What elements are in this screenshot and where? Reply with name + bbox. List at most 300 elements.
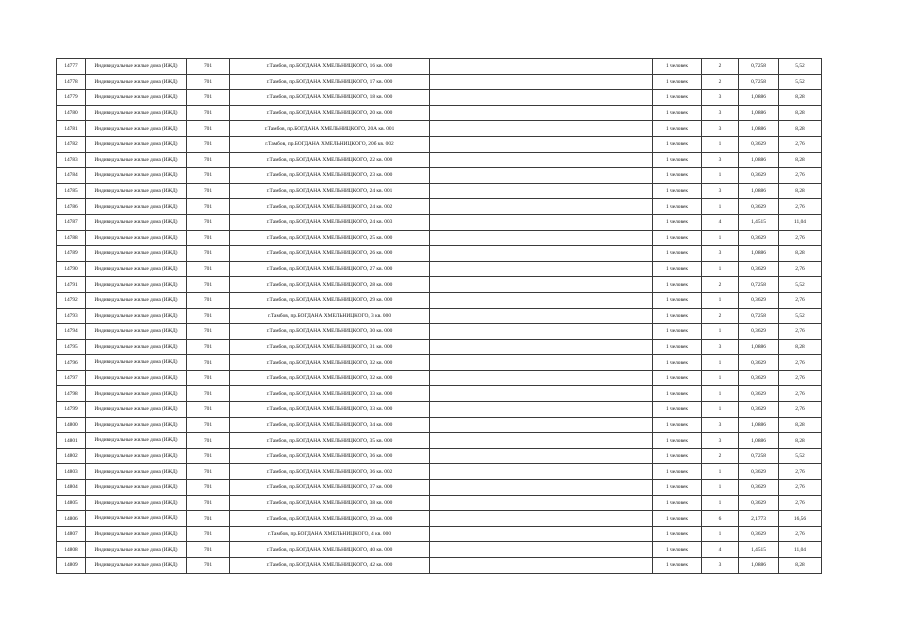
unit-cell: 1 человек: [653, 495, 702, 511]
empty-cell: [430, 511, 653, 527]
table-row: [57, 464, 822, 480]
volume-cell: 8,28: [779, 558, 822, 574]
housing-type-cell: Индивидуальные жилые дома (ИЖД): [86, 464, 187, 480]
unit-cell: 1 человек: [653, 324, 702, 340]
volume-cell: 5,52: [779, 448, 822, 464]
code-cell: 701: [187, 230, 230, 246]
address-cell: г.Тамбов, пр.БОГДАНА ХМЕЛЬНИЦКОГО, 38 кв. 000: [230, 495, 430, 511]
table-row: [57, 417, 822, 433]
residents-count-cell: 2: [702, 74, 739, 90]
unit-cell: 1 человек: [653, 511, 702, 527]
volume-cell: 2,76: [779, 168, 822, 184]
row-id-cell: 14801: [57, 433, 86, 449]
residents-count-cell: 3: [702, 121, 739, 137]
unit-cell: 1 человек: [653, 464, 702, 480]
code-cell: 701: [187, 59, 230, 75]
coefficient-cell: 0,7258: [739, 74, 779, 90]
unit-cell: 1 человек: [653, 448, 702, 464]
residents-count-cell: 1: [702, 292, 739, 308]
code-cell: 701: [187, 90, 230, 106]
empty-cell: [430, 152, 653, 168]
coefficient-cell: 1,0886: [739, 246, 779, 262]
residents-count-cell: 1: [702, 355, 739, 371]
unit-cell: 1 человек: [653, 402, 702, 418]
table-row: [57, 526, 822, 542]
address-cell: г.Тамбов, пр.БОГДАНА ХМЕЛЬНИЦКОГО, 26 кв. 000: [230, 246, 430, 262]
coefficient-cell: 1,0886: [739, 417, 779, 433]
code-cell: 701: [187, 355, 230, 371]
residents-count-cell: 4: [702, 542, 739, 558]
address-cell: г.Тамбов, пр.БОГДАНА ХМЕЛЬНИЦКОГО, 27 кв. 000: [230, 261, 430, 277]
address-cell: г.Тамбов, пр.БОГДАНА ХМЕЛЬНИЦКОГО, 33 кв. 000: [230, 386, 430, 402]
table-row: [57, 74, 822, 90]
row-id-cell: 14799: [57, 402, 86, 418]
empty-cell: [430, 542, 653, 558]
address-cell: г.Тамбов, пр.БОГДАНА ХМЕЛЬНИЦКОГО, 36 кв. 002: [230, 464, 430, 480]
address-cell: г.Тамбов, пр.БОГДАНА ХМЕЛЬНИЦКОГО, 16 кв. 000: [230, 59, 430, 75]
housing-type-cell: Индивидуальные жилые дома (ИЖД): [86, 183, 187, 199]
empty-cell: [430, 292, 653, 308]
empty-cell: [430, 495, 653, 511]
address-cell: г.Тамбов, пр.БОГДАНА ХМЕЛЬНИЦКОГО, 24 кв. 002: [230, 199, 430, 215]
empty-cell: [430, 308, 653, 324]
empty-cell: [430, 199, 653, 215]
coefficient-cell: 0,3629: [739, 199, 779, 215]
housing-type-cell: Индивидуальные жилые дома (ИЖД): [86, 214, 187, 230]
address-cell: г.Тамбов, пр.БОГДАНА ХМЕЛЬНИЦКОГО, 28 кв. 000: [230, 277, 430, 293]
row-id-cell: 14789: [57, 246, 86, 262]
unit-cell: 1 человек: [653, 90, 702, 106]
volume-cell: 2,76: [779, 355, 822, 371]
residents-count-cell: 1: [702, 261, 739, 277]
residents-count-cell: 1: [702, 402, 739, 418]
volume-cell: 2,76: [779, 292, 822, 308]
residents-count-cell: 1: [702, 495, 739, 511]
empty-cell: [430, 230, 653, 246]
housing-type-cell: Индивидуальные жилые дома (ИЖД): [86, 495, 187, 511]
table-row: [57, 121, 822, 137]
coefficient-cell: 0,3629: [739, 292, 779, 308]
table-row: [57, 136, 822, 152]
empty-cell: [430, 480, 653, 496]
coefficient-cell: 1,0886: [739, 90, 779, 106]
empty-cell: [430, 121, 653, 137]
table-row: [57, 277, 822, 293]
volume-cell: 8,28: [779, 339, 822, 355]
table-row: [57, 542, 822, 558]
code-cell: 701: [187, 464, 230, 480]
coefficient-cell: 0,3629: [739, 386, 779, 402]
housing-type-cell: Индивидуальные жилые дома (ИЖД): [86, 168, 187, 184]
code-cell: 701: [187, 168, 230, 184]
unit-cell: 1 человек: [653, 386, 702, 402]
coefficient-cell: 1,0886: [739, 183, 779, 199]
code-cell: 701: [187, 495, 230, 511]
table-row: [57, 214, 822, 230]
housing-type-cell: Индивидуальные жилые дома (ИЖД): [86, 448, 187, 464]
coefficient-cell: 0,3629: [739, 355, 779, 371]
table-row: [57, 370, 822, 386]
row-id-cell: 14791: [57, 277, 86, 293]
volume-cell: 5,52: [779, 308, 822, 324]
row-id-cell: 14798: [57, 386, 86, 402]
code-cell: 701: [187, 448, 230, 464]
unit-cell: 1 человек: [653, 261, 702, 277]
table-row: [57, 324, 822, 340]
empty-cell: [430, 246, 653, 262]
coefficient-cell: 0,3629: [739, 464, 779, 480]
empty-cell: [430, 417, 653, 433]
address-cell: г.Тамбов, пр.БОГДАНА ХМЕЛЬНИЦКОГО, 24 кв. 001: [230, 183, 430, 199]
address-cell: г.Тамбов, пр.БОГДАНА ХМЕЛЬНИЦКОГО, 4 кв. 000: [230, 526, 430, 542]
coefficient-cell: 0,3629: [739, 480, 779, 496]
volume-cell: 2,76: [779, 402, 822, 418]
code-cell: 701: [187, 74, 230, 90]
coefficient-cell: 1,0886: [739, 105, 779, 121]
unit-cell: 1 человек: [653, 230, 702, 246]
housing-type-cell: Индивидуальные жилые дома (ИЖД): [86, 230, 187, 246]
residents-count-cell: 2: [702, 59, 739, 75]
empty-cell: [430, 90, 653, 106]
code-cell: 701: [187, 433, 230, 449]
address-cell: г.Тамбов, пр.БОГДАНА ХМЕЛЬНИЦКОГО, 32 кв. 000: [230, 370, 430, 386]
residents-count-cell: 1: [702, 168, 739, 184]
address-cell: г.Тамбов, пр.БОГДАНА ХМЕЛЬНИЦКОГО, 22 кв. 000: [230, 152, 430, 168]
empty-cell: [430, 526, 653, 542]
residents-count-cell: 4: [702, 214, 739, 230]
address-cell: г.Тамбов, пр.БОГДАНА ХМЕЛЬНИЦКОГО, 29 кв. 000: [230, 292, 430, 308]
table-row: [57, 448, 822, 464]
volume-cell: 8,28: [779, 90, 822, 106]
housing-type-cell: Индивидуальные жилые дома (ИЖД): [86, 136, 187, 152]
address-cell: г.Тамбов, пр.БОГДАНА ХМЕЛЬНИЦКОГО, 39 кв. 000: [230, 511, 430, 527]
unit-cell: 1 человек: [653, 558, 702, 574]
address-cell: г.Тамбов, пр.БОГДАНА ХМЕЛЬНИЦКОГО, 37 кв. 000: [230, 480, 430, 496]
coefficient-cell: 1,4515: [739, 542, 779, 558]
empty-cell: [430, 370, 653, 386]
records-table: [56, 58, 822, 574]
empty-cell: [430, 448, 653, 464]
table-row: [57, 199, 822, 215]
address-cell: г.Тамбов, пр.БОГДАНА ХМЕЛЬНИЦКОГО, 17 кв. 000: [230, 74, 430, 90]
residents-count-cell: 1: [702, 230, 739, 246]
table-row: [57, 230, 822, 246]
unit-cell: 1 человек: [653, 417, 702, 433]
empty-cell: [430, 74, 653, 90]
code-cell: 701: [187, 308, 230, 324]
volume-cell: 5,52: [779, 277, 822, 293]
unit-cell: 1 человек: [653, 308, 702, 324]
code-cell: 701: [187, 246, 230, 262]
residents-count-cell: 3: [702, 558, 739, 574]
address-cell: г.Тамбов, пр.БОГДАНА ХМЕЛЬНИЦКОГО, 18 кв. 000: [230, 90, 430, 106]
volume-cell: 11,04: [779, 214, 822, 230]
row-id-cell: 14780: [57, 105, 86, 121]
code-cell: 701: [187, 402, 230, 418]
volume-cell: 8,28: [779, 152, 822, 168]
row-id-cell: 14781: [57, 121, 86, 137]
coefficient-cell: 0,3629: [739, 495, 779, 511]
volume-cell: 2,76: [779, 370, 822, 386]
coefficient-cell: 0,3629: [739, 230, 779, 246]
empty-cell: [430, 464, 653, 480]
table-row: [57, 246, 822, 262]
table-row: [57, 105, 822, 121]
unit-cell: 1 человек: [653, 542, 702, 558]
code-cell: 701: [187, 261, 230, 277]
volume-cell: 11,04: [779, 542, 822, 558]
code-cell: 701: [187, 370, 230, 386]
unit-cell: 1 человек: [653, 370, 702, 386]
table-row: [57, 90, 822, 106]
housing-type-cell: Индивидуальные жилые дома (ИЖД): [86, 480, 187, 496]
housing-type-cell: Индивидуальные жилые дома (ИЖД): [86, 261, 187, 277]
coefficient-cell: 0,3629: [739, 324, 779, 340]
coefficient-cell: 0,3629: [739, 370, 779, 386]
row-id-cell: 14788: [57, 230, 86, 246]
unit-cell: 1 человек: [653, 59, 702, 75]
table-row: [57, 480, 822, 496]
coefficient-cell: 2,1773: [739, 511, 779, 527]
row-id-cell: 14797: [57, 370, 86, 386]
row-id-cell: 14802: [57, 448, 86, 464]
residents-count-cell: 1: [702, 386, 739, 402]
volume-cell: 2,76: [779, 526, 822, 542]
row-id-cell: 14794: [57, 324, 86, 340]
unit-cell: 1 человек: [653, 136, 702, 152]
residents-count-cell: 2: [702, 277, 739, 293]
row-id-cell: 14783: [57, 152, 86, 168]
address-cell: г.Тамбов, пр.БОГДАНА ХМЕЛЬНИЦКОГО, 20А кв. 001: [230, 121, 430, 137]
address-cell: г.Тамбов, пр.БОГДАНА ХМЕЛЬНИЦКОГО, 35 кв. 000: [230, 433, 430, 449]
code-cell: 701: [187, 542, 230, 558]
row-id-cell: 14793: [57, 308, 86, 324]
code-cell: 701: [187, 417, 230, 433]
code-cell: 701: [187, 339, 230, 355]
table-row: [57, 339, 822, 355]
unit-cell: 1 человек: [653, 355, 702, 371]
residents-count-cell: 1: [702, 526, 739, 542]
unit-cell: 1 человек: [653, 339, 702, 355]
code-cell: 701: [187, 199, 230, 215]
row-id-cell: 14782: [57, 136, 86, 152]
row-id-cell: 14792: [57, 292, 86, 308]
residents-count-cell: 1: [702, 464, 739, 480]
housing-type-cell: Индивидуальные жилые дома (ИЖД): [86, 370, 187, 386]
coefficient-cell: 1,0886: [739, 433, 779, 449]
table-row: [57, 511, 822, 527]
residents-count-cell: 2: [702, 448, 739, 464]
address-cell: г.Тамбов, пр.БОГДАНА ХМЕЛЬНИЦКОГО, 32 кв. 000: [230, 355, 430, 371]
empty-cell: [430, 339, 653, 355]
table-row: [57, 558, 822, 574]
address-cell: г.Тамбов, пр.БОГДАНА ХМЕЛЬНИЦКОГО, 3 кв. 000: [230, 308, 430, 324]
table-row: [57, 308, 822, 324]
coefficient-cell: 1,0886: [739, 121, 779, 137]
row-id-cell: 14795: [57, 339, 86, 355]
table-row: [57, 495, 822, 511]
row-id-cell: 14807: [57, 526, 86, 542]
code-cell: 701: [187, 183, 230, 199]
table-row: [57, 402, 822, 418]
row-id-cell: 14796: [57, 355, 86, 371]
housing-type-cell: Индивидуальные жилые дома (ИЖД): [86, 511, 187, 527]
coefficient-cell: 0,3629: [739, 261, 779, 277]
housing-type-cell: Индивидуальные жилые дома (ИЖД): [86, 386, 187, 402]
unit-cell: 1 человек: [653, 292, 702, 308]
address-cell: г.Тамбов, пр.БОГДАНА ХМЕЛЬНИЦКОГО, 42 кв. 000: [230, 558, 430, 574]
address-cell: г.Тамбов, пр.БОГДАНА ХМЕЛЬНИЦКОГО, 24 кв. 003: [230, 214, 430, 230]
empty-cell: [430, 402, 653, 418]
empty-cell: [430, 168, 653, 184]
volume-cell: 2,76: [779, 230, 822, 246]
residents-count-cell: 3: [702, 246, 739, 262]
row-id-cell: 14790: [57, 261, 86, 277]
code-cell: 701: [187, 526, 230, 542]
empty-cell: [430, 59, 653, 75]
address-cell: г.Тамбов, пр.БОГДАНА ХМЕЛЬНИЦКОГО, 30 кв. 000: [230, 324, 430, 340]
unit-cell: 1 человек: [653, 105, 702, 121]
row-id-cell: 14804: [57, 480, 86, 496]
coefficient-cell: 0,3629: [739, 526, 779, 542]
residents-count-cell: 1: [702, 324, 739, 340]
table-row: [57, 292, 822, 308]
row-id-cell: 14805: [57, 495, 86, 511]
volume-cell: 5,52: [779, 74, 822, 90]
volume-cell: 8,28: [779, 433, 822, 449]
code-cell: 701: [187, 214, 230, 230]
code-cell: 701: [187, 292, 230, 308]
table-row: [57, 261, 822, 277]
empty-cell: [430, 183, 653, 199]
volume-cell: 2,76: [779, 495, 822, 511]
row-id-cell: 14784: [57, 168, 86, 184]
housing-type-cell: Индивидуальные жилые дома (ИЖД): [86, 542, 187, 558]
code-cell: 701: [187, 511, 230, 527]
housing-type-cell: Индивидуальные жилые дома (ИЖД): [86, 292, 187, 308]
residents-count-cell: 3: [702, 105, 739, 121]
code-cell: 701: [187, 121, 230, 137]
empty-cell: [430, 386, 653, 402]
coefficient-cell: 1,4515: [739, 214, 779, 230]
housing-type-cell: Индивидуальные жилые дома (ИЖД): [86, 355, 187, 371]
housing-type-cell: Индивидуальные жилые дома (ИЖД): [86, 277, 187, 293]
volume-cell: 16,56: [779, 511, 822, 527]
empty-cell: [430, 105, 653, 121]
volume-cell: 8,28: [779, 246, 822, 262]
volume-cell: 2,76: [779, 136, 822, 152]
residents-count-cell: 3: [702, 152, 739, 168]
coefficient-cell: 0,7258: [739, 277, 779, 293]
coefficient-cell: 0,7258: [739, 448, 779, 464]
coefficient-cell: 0,3629: [739, 168, 779, 184]
coefficient-cell: 0,3629: [739, 136, 779, 152]
housing-type-cell: Индивидуальные жилые дома (ИЖД): [86, 121, 187, 137]
unit-cell: 1 человек: [653, 152, 702, 168]
address-cell: г.Тамбов, пр.БОГДАНА ХМЕЛЬНИЦКОГО, 36 кв. 000: [230, 448, 430, 464]
row-id-cell: 14808: [57, 542, 86, 558]
volume-cell: 2,76: [779, 261, 822, 277]
residents-count-cell: 3: [702, 183, 739, 199]
coefficient-cell: 0,7258: [739, 308, 779, 324]
code-cell: 701: [187, 480, 230, 496]
volume-cell: 2,76: [779, 199, 822, 215]
empty-cell: [430, 261, 653, 277]
row-id-cell: 14777: [57, 59, 86, 75]
table-body: [57, 59, 822, 574]
unit-cell: 1 человек: [653, 121, 702, 137]
table-row: [57, 355, 822, 371]
housing-type-cell: Индивидуальные жилые дома (ИЖД): [86, 59, 187, 75]
unit-cell: 1 человек: [653, 246, 702, 262]
empty-cell: [430, 136, 653, 152]
code-cell: 701: [187, 152, 230, 168]
unit-cell: 1 человек: [653, 168, 702, 184]
volume-cell: 8,28: [779, 183, 822, 199]
address-cell: г.Тамбов, пр.БОГДАНА ХМЕЛЬНИЦКОГО, 33 кв. 000: [230, 402, 430, 418]
volume-cell: 8,28: [779, 105, 822, 121]
volume-cell: 8,28: [779, 417, 822, 433]
coefficient-cell: 1,0886: [739, 558, 779, 574]
empty-cell: [430, 558, 653, 574]
table-row: [57, 152, 822, 168]
housing-type-cell: Индивидуальные жилые дома (ИЖД): [86, 246, 187, 262]
housing-type-cell: Индивидуальные жилые дома (ИЖД): [86, 74, 187, 90]
housing-type-cell: Индивидуальные жилые дома (ИЖД): [86, 558, 187, 574]
unit-cell: 1 человек: [653, 277, 702, 293]
row-id-cell: 14787: [57, 214, 86, 230]
residents-count-cell: 3: [702, 433, 739, 449]
unit-cell: 1 человек: [653, 526, 702, 542]
address-cell: г.Тамбов, пр.БОГДАНА ХМЕЛЬНИЦКОГО, 20 кв. 000: [230, 105, 430, 121]
row-id-cell: 14778: [57, 74, 86, 90]
empty-cell: [430, 214, 653, 230]
empty-cell: [430, 355, 653, 371]
unit-cell: 1 человек: [653, 480, 702, 496]
unit-cell: 1 человек: [653, 214, 702, 230]
volume-cell: 2,76: [779, 464, 822, 480]
residents-count-cell: 3: [702, 90, 739, 106]
residents-count-cell: 6: [702, 511, 739, 527]
housing-type-cell: Индивидуальные жилые дома (ИЖД): [86, 324, 187, 340]
housing-type-cell: Индивидуальные жилые дома (ИЖД): [86, 402, 187, 418]
row-id-cell: 14785: [57, 183, 86, 199]
table-row: [57, 433, 822, 449]
housing-type-cell: Индивидуальные жилые дома (ИЖД): [86, 339, 187, 355]
coefficient-cell: 1,0886: [739, 339, 779, 355]
code-cell: 701: [187, 136, 230, 152]
address-cell: г.Тамбов, пр.БОГДАНА ХМЕЛЬНИЦКОГО, 31 кв. 000: [230, 339, 430, 355]
code-cell: 701: [187, 105, 230, 121]
code-cell: 701: [187, 558, 230, 574]
residents-count-cell: 1: [702, 199, 739, 215]
residents-count-cell: 1: [702, 480, 739, 496]
housing-type-cell: Индивидуальные жилые дома (ИЖД): [86, 199, 187, 215]
table-row: [57, 59, 822, 75]
residents-count-cell: 1: [702, 136, 739, 152]
unit-cell: 1 человек: [653, 433, 702, 449]
housing-type-cell: Индивидуальные жилые дома (ИЖД): [86, 90, 187, 106]
row-id-cell: 14806: [57, 511, 86, 527]
address-cell: г.Тамбов, пр.БОГДАНА ХМЕЛЬНИЦКОГО, 23 кв. 000: [230, 168, 430, 184]
housing-type-cell: Индивидуальные жилые дома (ИЖД): [86, 433, 187, 449]
address-cell: г.Тамбов, пр.БОГДАНА ХМЕЛЬНИЦКОГО, 40 кв. 000: [230, 542, 430, 558]
row-id-cell: 14786: [57, 199, 86, 215]
volume-cell: 2,76: [779, 480, 822, 496]
residents-count-cell: 3: [702, 417, 739, 433]
empty-cell: [430, 324, 653, 340]
empty-cell: [430, 277, 653, 293]
